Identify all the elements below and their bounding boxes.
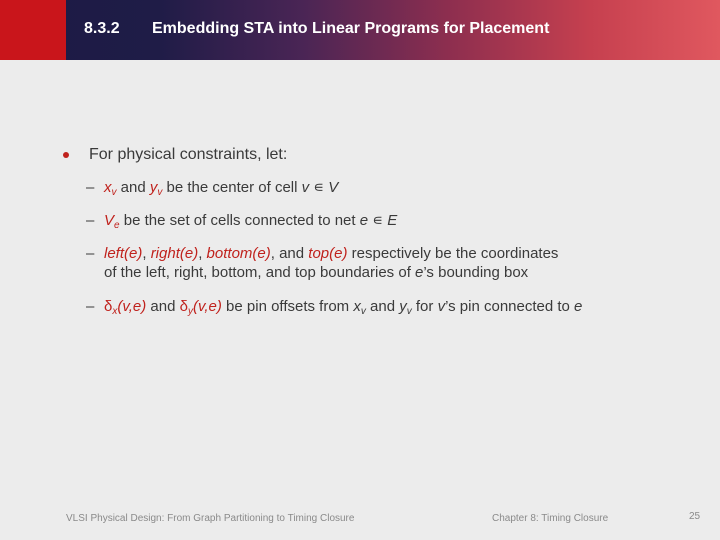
- sub-item-bounds: – left(e), right(e), bottom(e), and top(e) respectively be the coordinates: [86, 245, 559, 262]
- page-number: 25: [689, 511, 701, 522]
- bullet-dot-icon: [63, 152, 69, 158]
- sub-item-bounds-cont: of the left, right, bottom, and top boundaries of e’s bounding box: [104, 264, 529, 281]
- footer-book-title: VLSI Physical Design: From Graph Partitioning to Timing Closure: [66, 513, 355, 524]
- sub-item-offsets: – $\delta_x(v,e)$ and $\delta_y(v,e)$ be pin offsets from $x_v$ and $y_v$ for v’s pin connected to e: [86, 298, 583, 317]
- footer-chapter: Chapter 8: Timing Closure: [492, 513, 609, 524]
- sub-item-center: – $x_v$ and $y_v$ be the center of cell v ∊ V: [86, 179, 339, 198]
- bullet-text: For physical constraints, let:: [89, 146, 288, 163]
- section-number: 8.3.2: [84, 20, 120, 37]
- slide-title: Embedding STA into Linear Programs for Placement: [152, 20, 550, 37]
- sub-item-cells: – $V_e$ be the set of cells connected to net e ∊ E: [86, 212, 398, 231]
